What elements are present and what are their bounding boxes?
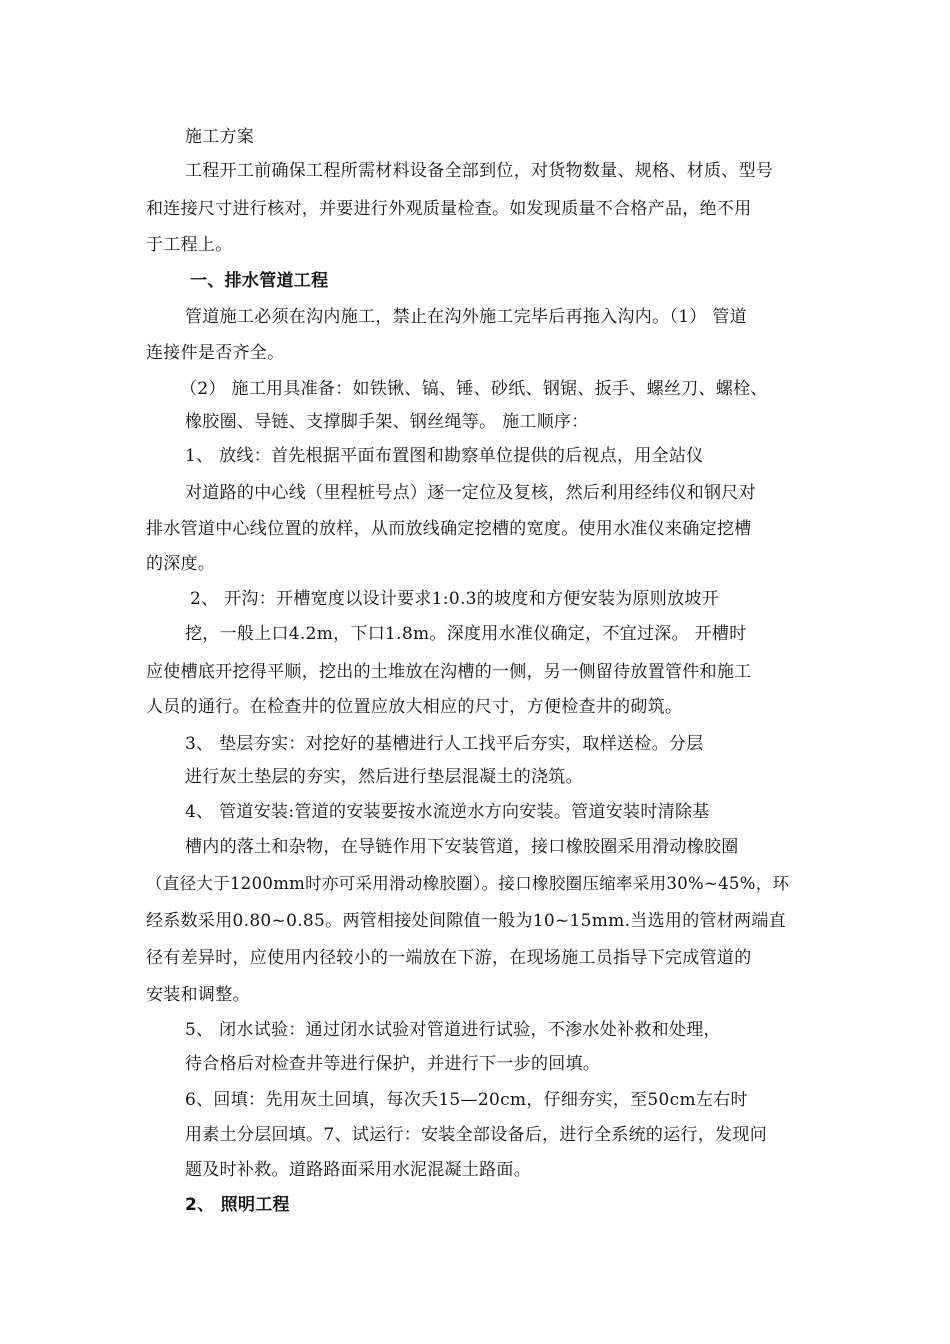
text-line: 径有差异时，应使用内径较小的一端放在下游，在现场施工员指导下完成管道的 [146,948,752,968]
text-line: 管道施工必须在沟内施工，禁止在沟外施工完毕后再拖入沟内。（1） 管道 [185,307,747,327]
text-line: 对道路的中心线（里程桩号点）逐一定位及复核，然后利用经纬仪和钢尺对 [185,483,756,503]
text-line: 6、回填：先用灰土回填，每次夭15—20cm，仔细夯实，至50cm左右时 [185,1090,748,1110]
text-line: 用素土分层回填。7、试运行：安装全部设备后，进行全系统的运行，发现问 [185,1125,768,1145]
text-line: 排水管道中心线位置的放样，从而放线确定挖槽的宽度。使用水准仪来确定挖槽 [146,519,752,539]
text-line: 安装和调整。 [146,985,250,1005]
text-line: 人员的通行。在检查井的位置应放大相应的尺寸，方便检查井的砌筑。 [146,697,683,717]
document-title: 施工方案 [185,127,255,147]
text-line: 工程开工前确保工程所需材料设备全部到位，对货物数量、规格、材质、型号 [185,161,774,181]
text-line: （2） 施工用具准备：如铁锹、镐、锤、砂纸、钢锯、扳手、螺丝刀、螺栓、 [180,379,768,399]
text-line: 挖，一般上口4.2m，下口1.8m。深度用水准仪确定，不宜过深。 开槽时 [185,624,747,644]
text-line: 进行灰土垫层的夯实，然后进行垫层混凝土的浇筑。 [185,767,583,787]
text-line: （直径大于1200mm时亦可采用滑动橡胶圈）。接口橡胶圈压缩率采用30%~45%，环 [146,874,790,893]
text-line: 2、 开沟：开槽宽度以设计要求1:0.3的坡度和方便安装为原则放坡开 [190,589,719,609]
text-line: 橡胶圈、导链、支撑脚手架、钢丝绳等。 施工顺序： [185,412,589,432]
text-line: 槽内的落土和杂物，在导链作用下安装管道，接口橡胶圈采用滑动橡胶圈 [185,837,739,857]
text-line: 待合格后对检查井等进行保护，并进行下一步的回填。 [185,1054,601,1074]
text-line: 经系数采用0.80~0.85。两管相接处间隙值一般为10~15mm.当选用的管材两端直 [146,911,786,931]
section-heading: 2、 照明工程 [185,1195,290,1215]
text-line: 题及时补救。道路路面采用水泥混凝土路面。 [185,1160,531,1180]
section-heading: 一、排水管道工程 [190,271,329,291]
text-line: 应使槽底开挖得平顺，挖出的土堆放在沟槽的一侧，另一侧留待放置管件和施工 [146,662,752,682]
text-line: 连接件是否齐全。 [146,343,285,363]
text-line: 的深度。 [146,554,216,574]
text-line: 4、 管道安装:管道的安装要按水流逆水方向安装。管道安装时清除基 [185,802,710,822]
text-line: 5、 闭水试验：通过闭水试验对管道进行试验，不渗水处补救和处理， [185,1020,721,1040]
text-line: 1、 放线：首先根据平面布置图和勘察单位提供的后视点，用全站仪 [185,446,704,466]
text-line: 3、 垫层夯实：对挖好的基槽进行人工找平后夯实，取样送检。分层 [185,734,704,754]
text-line: 和连接尺寸进行核对，并要进行外观质量检查。如发现质量不合格产品，绝不用 [146,199,752,219]
text-line: 于工程上。 [146,235,233,255]
